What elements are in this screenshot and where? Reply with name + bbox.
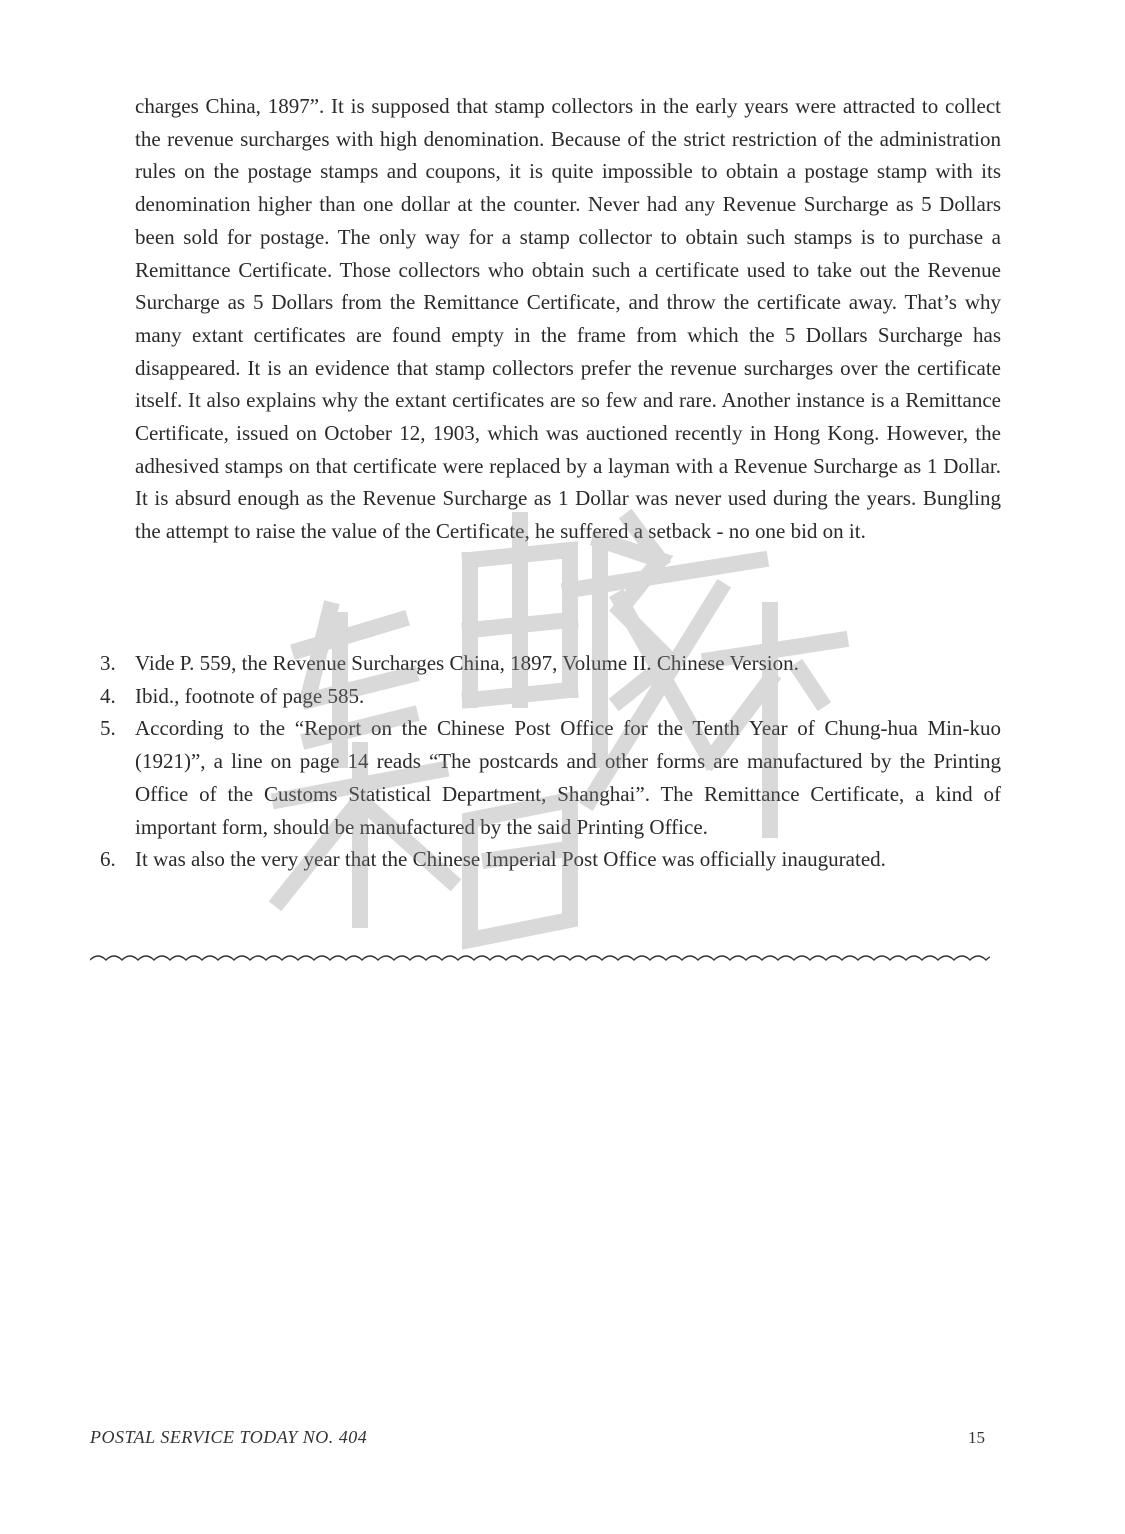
footnote-text: It was also the very year that the Chinese Imperial Post Office was officially inaugurated. xyxy=(135,847,886,872)
footnote-number: 6. xyxy=(100,847,116,872)
page-number: 15 xyxy=(968,1428,985,1447)
footnote-6 xyxy=(100,843,1001,876)
footnote-number: 5. xyxy=(100,716,116,741)
footnote-number: 4. xyxy=(100,683,116,708)
publication-footer: POSTAL SERVICE TODAY NO. 404 xyxy=(90,1427,368,1447)
footnote-4 xyxy=(100,680,1001,713)
footnotes-list xyxy=(100,647,1001,876)
body-paragraph: charges China, 1897”. It is supposed that stamp collectors in the early years were attracted to collect the revenue surcharges with high denomination. Because of the strict restriction of the administration rules on the postage stamps and coupons, it is quite impossible to obtain a postage stamp with its denomination higher than one dollar at the counter. Never had any Revenue Surcharge as 5 Dollars been sold for postage. The only way for a stamp collector to obtain such stamps is to purchase a Remittance Certificate. Those collectors who obtain such a certificate used to take out the Revenue Surcharge as 5 Dollars from the Remittance Certificate, and throw the certificate away. That’s why many extant certificates are found empty in the frame from which the 5 Dollars Surcharge has disappeared. It is an evidence that stamp collectors prefer the revenue surcharges over the certificate itself. It also explains why the extant certificates are so few and rare. Another instance is a Remittance Certificate, issued on October 12, 1903, which was auctioned recently in Hong Kong. However, the adhesived stamps on that certificate were replaced by a layman with a Revenue Surcharge as 1 Dollar. It is absurd enough as the Revenue Surcharge as 1 Dollar was never used during the years. Bungling the attempt to raise the value of the Certificate, he suffered a setback - no one bid on it. xyxy=(135,94,1001,544)
footnote-text: According to the “Report on the Chinese Post Office for the Tenth Year of Chung-hua Min-kuo (1921)”, a line on page 14 reads “The postcards and other forms are manufactured by the Printing Office of the Customs Statistical Department, Shanghai”. The Remittance Certificate, a kind of important form, should be manufactured by the said Printing Office. xyxy=(135,716,1001,839)
footnote-3 xyxy=(100,647,1001,680)
footnote-5 xyxy=(100,712,1001,843)
wavy-divider xyxy=(90,948,990,968)
footnote-number: 3. xyxy=(100,651,116,675)
footnote-text: Ibid., footnote of page 585. xyxy=(135,683,365,708)
footnote-text: Vide P. 559, the Revenue Surcharges China, 1897, Volume II. Chinese Version. xyxy=(135,651,799,675)
